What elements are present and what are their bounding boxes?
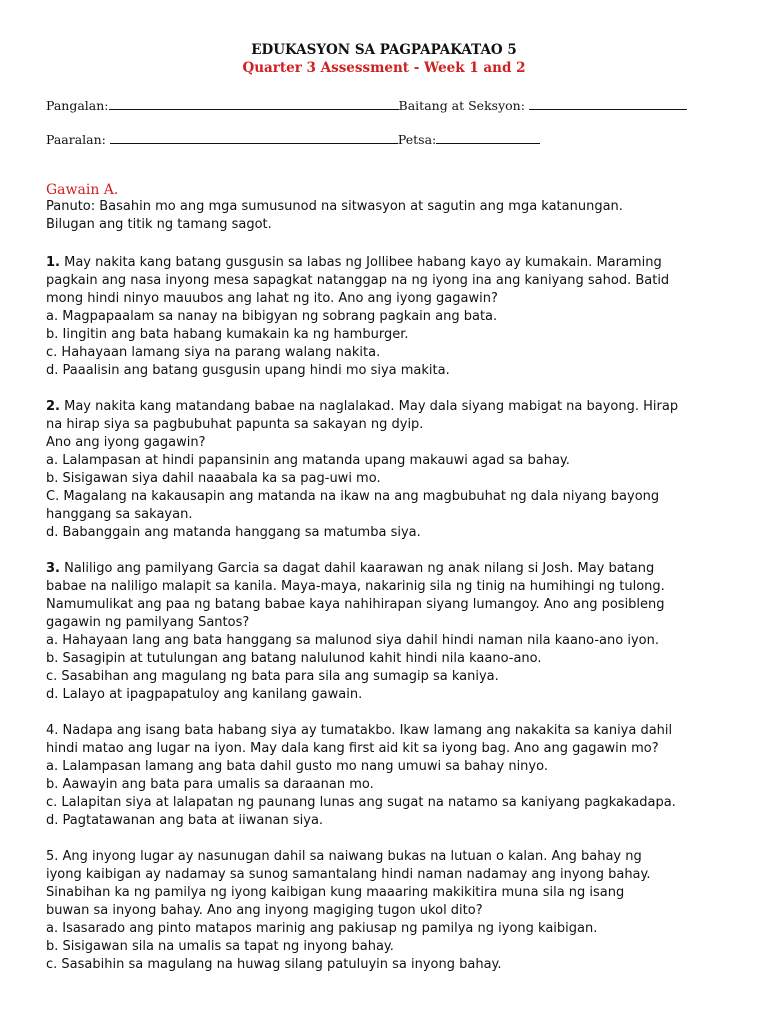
school-row [46,130,540,147]
section-label: Baitang at Seksyon: [398,98,525,113]
question-text: buwan sa inyong bahay. Ano ang inyong magiging tugon ukol dito? [46,903,483,918]
question-text: pagkain ang nasa inyong mesa sapagkat natanggap na ng iyong ina ang kaniyang sahod. Batid [46,273,670,288]
choice-a[interactable]: a. Hahayaan lang ang bata hanggang sa malunod siya dahil hindi naman nila kaano-ano iyon. [46,633,659,648]
name-field[interactable] [109,96,399,110]
question-number: 2. [46,399,60,414]
page-subtitle: Quarter 3 Assessment - Week 1 and 2 [242,60,526,76]
question-3 [46,560,736,704]
question-text: 4. Nadapa ang isang bata habang siya ay tumatakbo. Ikaw lamang ang nakakita sa kaniya dahil [46,723,673,738]
name-row [46,96,687,113]
instruction-line: Bilugan ang titik ng tamang sagot. [46,217,272,232]
question-5 [46,848,736,974]
question-text: 1. May nakita kang batang gusgusin sa labas ng Jollibee habang kayo ay kumakain. Maraming [46,255,662,270]
question-text: gagawin ng pamilyang Santos? [46,615,250,630]
question-text: 3. Naliligo ang pamilyang Garcia sa dagat dahil kaarawan ng anak nilang si Josh. May batang [46,561,655,576]
question-2 [46,398,736,542]
choice-c[interactable]: c. Sasabihan ang magulang ng bata para sila ang sumagip sa kaniya. [46,669,499,684]
choice-a[interactable]: a. Magpapaalam sa nanay na bibigyan ng sobrang pagkain ang bata. [46,309,498,324]
question-text: babae na naliligo malapit sa kanila. Maya-maya, nakarinig sila ng tinig na humihingi ng tulong. [46,579,665,594]
choice-b[interactable]: b. Sisigawan sila na umalis sa tapat ng inyong bahay. [46,939,394,954]
choice-b[interactable]: b. Sasagipin at tutulungan ang batang nalulunod kahit hindi nila kaano-ano. [46,651,542,666]
question-number: 4. [46,723,59,738]
question-1 [46,254,736,380]
choice-b[interactable]: b. Sisigawan siya dahil naaabala ka sa pag-uwi mo. [46,471,381,486]
choice-c[interactable]: c. Lalapitan siya at lalapatan ng paunang lunas ang sugat na natamo sa kaniyang pagkakadapa. [46,795,676,810]
question-text: na hirap siya sa pagbubuhat papunta sa sakayan ng dyip. [46,417,424,432]
choice-d[interactable]: d. Pagtatawanan ang bata at iiwanan siya. [46,813,324,828]
question-text: Sinabihan ka ng pamilya ng iyong kaibigan kung maaaring makikitira muna sila ng isang [46,885,625,900]
choice-b[interactable]: b. Aawayin ang bata para umalis sa daraanan mo. [46,777,374,792]
question-number: 5. [46,849,59,864]
choice-a[interactable]: a. Isasarado ang pinto matapos marinig ang pakiusap ng pamilya ng iyong kaibigan. [46,921,598,936]
choice-c-continued[interactable]: hanggang sa sakayan. [46,507,193,522]
question-text: 5. Ang inyong lugar ay nasunugan dahil sa naiwang bukas na lutuan o kalan. Ang bahay ng [46,849,642,864]
question-text: 2. May nakita kang matandang babae na naglalakad. May dala siyang mabigat na bayong. Hirap [46,399,679,414]
question-4 [46,722,736,830]
school-label: Paaralan: [46,132,106,147]
date-field[interactable] [436,130,540,144]
choice-d[interactable]: d. Lalayo at ipagpapatuloy ang kanilang gawain. [46,687,363,702]
choice-d[interactable]: d. Babanggain ang matanda hanggang sa matumba siya. [46,525,421,540]
question-text: Namumulikat ang paa ng batang babae kaya nahihirapan siyang lumangoy. Ano ang posibleng [46,597,665,612]
name-label: Pangalan: [46,98,109,113]
question-text: hindi matao ang lugar na iyon. May dala kang first aid kit sa iyong bag. Ano ang gagawin mo? [46,741,659,756]
question-number: 3. [46,561,60,576]
question-text: mong hindi ninyo mauubos ang lahat ng ito. Ano ang iyong gagawin? [46,291,498,306]
choice-d[interactable]: d. Paaalisin ang batang gusgusin upang hindi mo siya makita. [46,363,450,378]
section-field[interactable] [529,96,687,110]
choice-a[interactable]: a. Lalampasan lamang ang bata dahil gusto mo nang umuwi sa bahay ninyo. [46,759,548,774]
choice-c[interactable]: C. Magalang na kakausapin ang matanda na ikaw na ang magbubuhat ng dala niyang bayong [46,489,660,504]
choice-c[interactable]: c. Hahayaan lamang siya na parang walang nakita. [46,345,381,360]
choice-c[interactable]: c. Sasabihin sa magulang na huwag silang patuluyin sa inyong bahay. [46,957,502,972]
question-number: 1. [46,255,60,270]
question-text: iyong kaibigan ay nadamay sa sunog samantalang hindi naman nadamay ang inyong bahay. [46,867,651,882]
page-title: EDUKASYON SA PAGPAPAKATAO 5 [251,42,517,58]
activity-title: Gawain A. [46,182,119,198]
instruction-line: Panuto: Basahin mo ang mga sumusunod na sitwasyon at sagutin ang mga katanungan. [46,199,623,214]
choice-a[interactable]: a. Lalampasan at hindi papansinin ang matanda upang makauwi agad sa bahay. [46,453,570,468]
question-text: Ano ang iyong gagawin? [46,435,206,450]
school-field[interactable] [110,130,398,144]
date-label: Petsa: [397,132,437,147]
choice-b[interactable]: b. Iingitin ang bata habang kumakain ka ng hamburger. [46,327,409,342]
